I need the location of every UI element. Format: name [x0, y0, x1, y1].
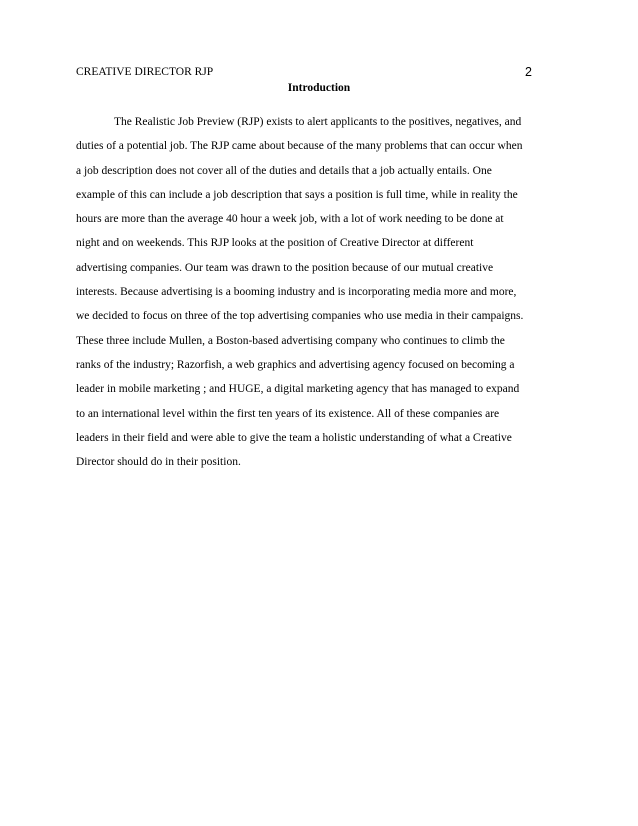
paragraph-line: example of this can include a job description that says a position is full time, while in reality the [76, 188, 518, 201]
paragraph-line: Director should do in their position. [76, 456, 241, 469]
paragraph-line: hours are more than the average 40 hour a week job, with a lot of work needing to be done at [76, 213, 504, 226]
paragraph-line: duties of a potential job. The RJP came about because of the many problems that can occur when [76, 140, 523, 153]
paragraph-line: we decided to focus on three of the top advertising companies who use media in their campaigns. [76, 310, 524, 323]
paragraph-line: The Realistic Job Preview (RJP) exists to alert applicants to the positives, negatives, and [114, 116, 522, 128]
body-paragraph [76, 110, 576, 474]
running-head: CREATIVE DIRECTOR RJP [76, 66, 214, 78]
paragraph-line: leader in mobile marketing ; and HUGE, a digital marketing agency that has managed to expand [76, 383, 520, 396]
paragraph-line: ranks of the industry; Razorfish, a web graphics and advertising agency focused on becoming a [76, 358, 515, 371]
paragraph-line: to an international level within the first ten years of its existence. All of these companies are [76, 407, 500, 420]
paragraph-line: leaders in their field and were able to give the team a holistic understanding of what a Creative [76, 431, 512, 444]
page-number: 2 [525, 65, 532, 79]
paragraph-line: interests. Because advertising is a booming industry and is incorporating media more and more, [76, 286, 517, 299]
paragraph-line: advertising companies. Our team was drawn to the position because of our mutual creative [76, 261, 494, 274]
paragraph-line: night and on weekends. This RJP looks at the position of Creative Director at different [76, 237, 474, 250]
paragraph-line: a job description does not cover all of the duties and details that a job actually entails. One [76, 164, 492, 177]
paragraph-line: These three include Mullen, a Boston-based advertising company who continues to climb the [76, 334, 505, 347]
section-title: Introduction [287, 82, 351, 94]
